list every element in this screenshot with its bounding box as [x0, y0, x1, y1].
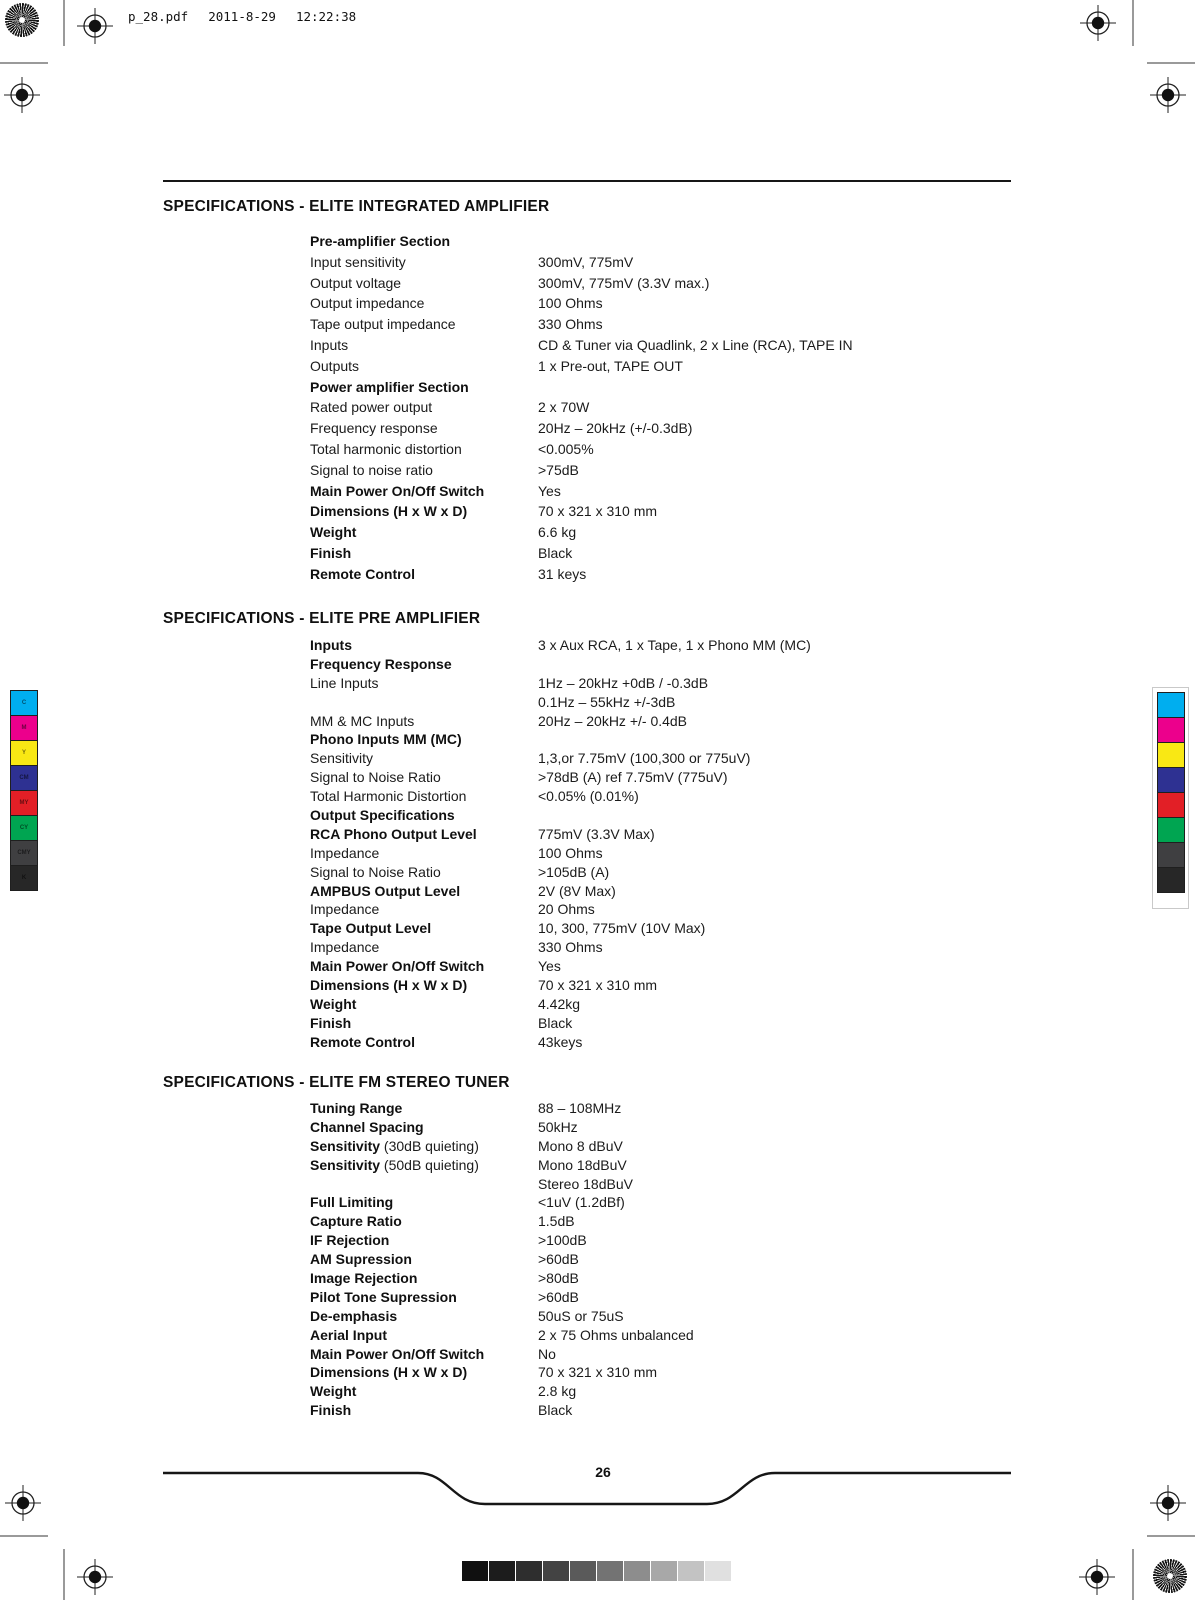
color-swatch: [10, 865, 38, 891]
spec-row: [163, 254, 1011, 275]
spec-row: [163, 566, 1011, 587]
spec-row: [163, 1015, 1011, 1034]
registration-mark-icon: [1150, 1485, 1186, 1521]
spec-row: [163, 977, 1011, 996]
spec-label: Frequency Response: [310, 655, 452, 672]
pdf-date: 2011-8-29: [208, 9, 276, 24]
color-swatch: [10, 765, 38, 791]
spec-row: [163, 1176, 1011, 1195]
spec-label: Finish: [310, 1402, 352, 1419]
trim-line: [63, 0, 65, 46]
spec-label: Weight: [310, 1383, 357, 1400]
color-swatch-label: CM: [19, 775, 29, 781]
grayscale-swatch: [462, 1561, 488, 1581]
spec-label: Pre-amplifier Section: [310, 233, 451, 249]
spec-value: Yes: [538, 482, 561, 499]
starburst-registration-icon: [1153, 1559, 1187, 1593]
spec-label: Main Power On/Off Switch: [310, 958, 485, 975]
spec-label: Output Specifications: [310, 807, 455, 824]
spec-value: >105dB (A): [538, 863, 610, 880]
color-swatch: [10, 715, 38, 741]
registration-mark-icon: [77, 1559, 113, 1595]
spec-label: Inputs: [310, 336, 349, 353]
spec-value: Mono 18dBuV: [538, 1156, 627, 1173]
spec-label: Sensitivity: [310, 750, 374, 767]
spec-row: [163, 1034, 1011, 1053]
registration-mark-icon: [1080, 5, 1116, 41]
trim-line: [0, 62, 48, 64]
spec-row: [163, 731, 1011, 750]
spec-label: Total Harmonic Distortion: [310, 788, 467, 805]
section-integrated-amplifier: [163, 198, 1011, 587]
spec-label: Tuning Range: [310, 1100, 403, 1116]
spec-value: 330 Ohms: [538, 316, 603, 333]
spec-row: [163, 420, 1011, 441]
color-control-bar-left: [10, 690, 38, 891]
spec-row: [163, 769, 1011, 788]
spec-label: Sensitivity (50dB quieting): [310, 1156, 479, 1173]
spec-label: Outputs: [310, 357, 360, 374]
spec-label: Signal to Noise Ratio: [310, 769, 441, 786]
spec-label: Weight: [310, 995, 357, 1012]
slug-line: [128, 9, 376, 24]
spec-value: 43keys: [538, 1033, 583, 1050]
spec-label: IF Rejection: [310, 1232, 390, 1249]
spec-value: 31 keys: [538, 565, 587, 582]
spec-label: Channel Spacing: [310, 1118, 424, 1135]
spec-label: Dimensions (H x W x D): [310, 977, 468, 994]
spec-row: [163, 1327, 1011, 1346]
registration-mark-icon: [1079, 1559, 1115, 1595]
spec-row: [163, 1402, 1011, 1421]
spec-label: RCA Phono Output Level: [310, 825, 477, 842]
spec-value: Black: [538, 544, 573, 561]
trim-line: [1147, 62, 1195, 64]
top-rule: [163, 180, 1011, 182]
spec-label: Full Limiting: [310, 1194, 394, 1211]
section-pre-amplifier: [163, 610, 1011, 1053]
spec-value: 6.6 kg: [538, 524, 577, 541]
pdf-filename: p_28.pdf: [128, 9, 189, 24]
spec-row: [163, 1289, 1011, 1308]
spec-value: 20Hz – 20kHz +/- 0.4dB: [538, 712, 688, 729]
spec-label: Main Power On/Off Switch: [310, 482, 485, 499]
starburst-registration-icon: [5, 3, 39, 37]
spec-row: [163, 675, 1011, 694]
page-number: 26: [595, 1464, 611, 1480]
trim-line: [1147, 1535, 1195, 1537]
spec-label: Total harmonic distortion: [310, 440, 462, 457]
spec-value: 50kHz: [538, 1118, 578, 1135]
color-swatch: [10, 740, 38, 766]
color-swatch: [1157, 817, 1185, 843]
color-swatch: [1157, 792, 1185, 818]
color-swatch-label: C: [21, 700, 27, 706]
spec-label: Impedance: [310, 901, 380, 918]
spec-value: Black: [538, 1402, 573, 1419]
spec-value: 88 – 108MHz: [538, 1100, 622, 1116]
trim-line: [1132, 0, 1134, 46]
spec-row: [163, 462, 1011, 483]
spec-value: >60dB: [538, 1288, 579, 1305]
spec-value: <1uV (1.2dBf): [538, 1194, 625, 1211]
color-swatch: [1157, 742, 1185, 768]
section-title: SPECIFICATIONS - ELITE PRE AMPLIFIER: [163, 610, 481, 627]
trim-line: [1132, 1549, 1134, 1600]
spec-label: Impedance: [310, 844, 380, 861]
spec-row: [163, 920, 1011, 939]
registration-mark-icon: [5, 1485, 41, 1521]
spec-value: 3 x Aux RCA, 1 x Tape, 1 x Phono MM (MC): [538, 637, 811, 653]
spec-label: Inputs: [310, 637, 352, 653]
spec-row: [163, 826, 1011, 845]
spec-row: [163, 1194, 1011, 1213]
spec-value: 1.5dB: [538, 1213, 575, 1230]
spec-label: Weight: [310, 524, 357, 541]
spec-row: [163, 545, 1011, 566]
spec-value: 1 x Pre-out, TAPE OUT: [538, 357, 683, 374]
pdf-time: 12:22:38: [295, 9, 357, 24]
spec-label: Input sensitivity: [310, 253, 406, 270]
registration-mark-icon: [77, 8, 113, 44]
spec-row: [163, 637, 1011, 656]
color-swatch-label: MY: [19, 800, 29, 806]
spec-table: [163, 1100, 1011, 1421]
grayscale-step-wedge: [462, 1561, 731, 1581]
spec-row: [163, 316, 1011, 337]
spec-row: [163, 1308, 1011, 1327]
spec-row: [163, 1213, 1011, 1232]
spec-value: Yes: [538, 958, 561, 975]
trim-line: [63, 1549, 65, 1600]
spec-value: 300mV, 775mV (3.3V max.): [538, 274, 710, 291]
spec-label: Signal to noise ratio: [310, 461, 433, 478]
spec-value: No: [538, 1345, 556, 1362]
spec-label: AM Supression: [310, 1251, 412, 1268]
spec-row: [163, 295, 1011, 316]
color-swatch: [1157, 842, 1185, 868]
spec-row: [163, 958, 1011, 977]
spec-row: [163, 524, 1011, 545]
color-swatch-label: M: [21, 725, 27, 731]
section-title: SPECIFICATIONS - ELITE INTEGRATED AMPLIFIER: [163, 198, 550, 215]
spec-row: [163, 358, 1011, 379]
spec-value: >60dB: [538, 1251, 579, 1268]
grayscale-swatch: [489, 1561, 515, 1581]
spec-label-suffix: (30dB quieting): [380, 1137, 479, 1154]
grayscale-swatch: [678, 1561, 704, 1581]
section-fm-stereo-tuner: [163, 1074, 1011, 1421]
registration-mark-icon: [1150, 77, 1186, 113]
spec-label: Frequency response: [310, 420, 438, 437]
spec-row: [163, 883, 1011, 902]
spec-row: [163, 1138, 1011, 1157]
spec-value: CD & Tuner via Quadlink, 2 x Line (RCA), TAPE IN: [538, 336, 853, 353]
spec-value: 330 Ohms: [538, 939, 603, 956]
grayscale-swatch: [651, 1561, 677, 1581]
spec-value: 100 Ohms: [538, 295, 603, 312]
spec-label: Dimensions (H x W x D): [310, 1364, 468, 1381]
spec-row: [163, 275, 1011, 296]
spec-table: [163, 637, 1011, 1053]
spec-value: 775mV (3.3V Max): [538, 825, 655, 842]
spec-label: Remote Control: [310, 1033, 415, 1050]
spec-value: 1Hz – 20kHz +0dB / -0.3dB: [538, 674, 709, 691]
trim-line: [0, 1535, 48, 1537]
spec-label: Image Rejection: [310, 1270, 418, 1287]
color-swatch: [1157, 767, 1185, 793]
spec-row: [163, 483, 1011, 504]
color-swatch: [1157, 717, 1185, 743]
spec-label: Line Inputs: [310, 674, 379, 691]
registration-mark-icon: [4, 77, 40, 113]
color-swatch: [1157, 867, 1185, 893]
spec-value: 100 Ohms: [538, 844, 603, 861]
spec-value: 70 x 321 x 310 mm: [538, 977, 658, 994]
spec-label: Power amplifier Section: [310, 378, 469, 395]
spec-value: >100dB: [538, 1232, 587, 1249]
spec-label: De-emphasis: [310, 1307, 398, 1324]
spec-label: Tape output impedance: [310, 316, 456, 333]
spec-value: >78dB (A) ref 7.75mV (775uV): [538, 769, 728, 786]
spec-row: [163, 996, 1011, 1015]
color-swatch: [1157, 692, 1185, 718]
color-swatch-label: Y: [21, 750, 26, 756]
spec-value: 2.8 kg: [538, 1383, 577, 1400]
spec-label: Finish: [310, 544, 352, 561]
spec-row: [163, 1364, 1011, 1383]
spec-row: [163, 1119, 1011, 1138]
spec-label: Dimensions (H x W x D): [310, 503, 468, 520]
spec-row: [163, 845, 1011, 864]
spec-row: [163, 1383, 1011, 1402]
spec-value: >75dB: [538, 461, 579, 478]
grayscale-swatch: [624, 1561, 650, 1581]
color-swatch-label: CY: [19, 825, 29, 831]
spec-value: 50uS or 75uS: [538, 1307, 624, 1324]
grayscale-swatch: [543, 1561, 569, 1581]
grayscale-swatch: [516, 1561, 542, 1581]
spec-value: 20Hz – 20kHz (+/-0.3dB): [538, 420, 693, 437]
spec-value: Black: [538, 1014, 573, 1031]
grayscale-swatch: [597, 1561, 623, 1581]
spec-row: [163, 694, 1011, 713]
spec-value: <0.005%: [538, 440, 594, 457]
color-swatch: [10, 840, 38, 866]
spec-row: [163, 379, 1011, 400]
color-swatch: [10, 690, 38, 716]
color-control-bar-right: [1157, 692, 1185, 893]
spec-value: 1,3,or 7.75mV (100,300 or 775uV): [538, 750, 751, 767]
spec-label: Main Power On/Off Switch: [310, 1345, 485, 1362]
spec-row: [163, 788, 1011, 807]
spec-value: Stereo 18dBuV: [538, 1175, 633, 1192]
spec-row: [163, 807, 1011, 826]
spec-label: Pilot Tone Supression: [310, 1288, 457, 1305]
color-swatch: [10, 790, 38, 816]
spec-value: 300mV, 775mV: [538, 253, 634, 270]
spec-value: 0.1Hz – 55kHz +/-3dB: [538, 693, 676, 710]
spec-label: Rated power output: [310, 399, 433, 416]
spec-label-suffix: (50dB quieting): [380, 1156, 479, 1173]
spec-label: Tape Output Level: [310, 920, 432, 937]
spec-row: [163, 750, 1011, 769]
spec-label: Sensitivity (30dB quieting): [310, 1137, 479, 1154]
spec-label: MM & MC Inputs: [310, 712, 415, 729]
spec-label: AMPBUS Output Level: [310, 882, 461, 899]
spec-value: <0.05% (0.01%): [538, 788, 639, 805]
spec-label: Phono Inputs MM (MC): [310, 731, 462, 748]
spec-row: [163, 1157, 1011, 1176]
spec-label: Remote Control: [310, 565, 415, 582]
spec-value: 10, 300, 775mV (10V Max): [538, 920, 706, 937]
spec-value: 2 x 70W: [538, 399, 590, 416]
section-title: SPECIFICATIONS - ELITE FM STEREO TUNER: [163, 1074, 510, 1091]
spec-value: >80dB: [538, 1270, 579, 1287]
spec-row: [163, 233, 1011, 254]
color-swatch: [10, 815, 38, 841]
spec-row: [163, 503, 1011, 524]
spec-row: [163, 1346, 1011, 1365]
spec-value: 2 x 75 Ohms unbalanced: [538, 1326, 694, 1343]
spec-row: [163, 939, 1011, 958]
spec-label: Output voltage: [310, 274, 402, 291]
spec-value: 70 x 321 x 310 mm: [538, 503, 658, 520]
spec-row: [163, 399, 1011, 420]
spec-row: [163, 1251, 1011, 1270]
spec-label: Finish: [310, 1014, 352, 1031]
spec-row: [163, 864, 1011, 883]
spec-value: Mono 8 dBuV: [538, 1137, 623, 1154]
spec-value: 70 x 321 x 310 mm: [538, 1364, 658, 1381]
spec-label: Impedance: [310, 939, 380, 956]
grayscale-swatch: [705, 1561, 731, 1581]
spec-label: Signal to Noise Ratio: [310, 863, 441, 880]
spec-label: Aerial Input: [310, 1326, 388, 1343]
spec-row: [163, 441, 1011, 462]
spec-value: 4.42kg: [538, 995, 581, 1012]
spec-label: Capture Ratio: [310, 1213, 402, 1230]
spec-row: [163, 1100, 1011, 1119]
spec-row: [163, 1270, 1011, 1289]
grayscale-swatch: [570, 1561, 596, 1581]
color-swatch-label: K: [21, 875, 27, 881]
spec-row: [163, 713, 1011, 732]
spec-row: [163, 656, 1011, 675]
spec-row: [163, 337, 1011, 358]
spec-row: [163, 1232, 1011, 1251]
spec-value: 2V (8V Max): [538, 882, 616, 899]
spec-row: [163, 901, 1011, 920]
spec-table: [163, 233, 1011, 587]
spec-value: 20 Ohms: [538, 901, 595, 918]
color-swatch-label: CMY: [17, 850, 31, 856]
spec-label: Output impedance: [310, 295, 425, 312]
